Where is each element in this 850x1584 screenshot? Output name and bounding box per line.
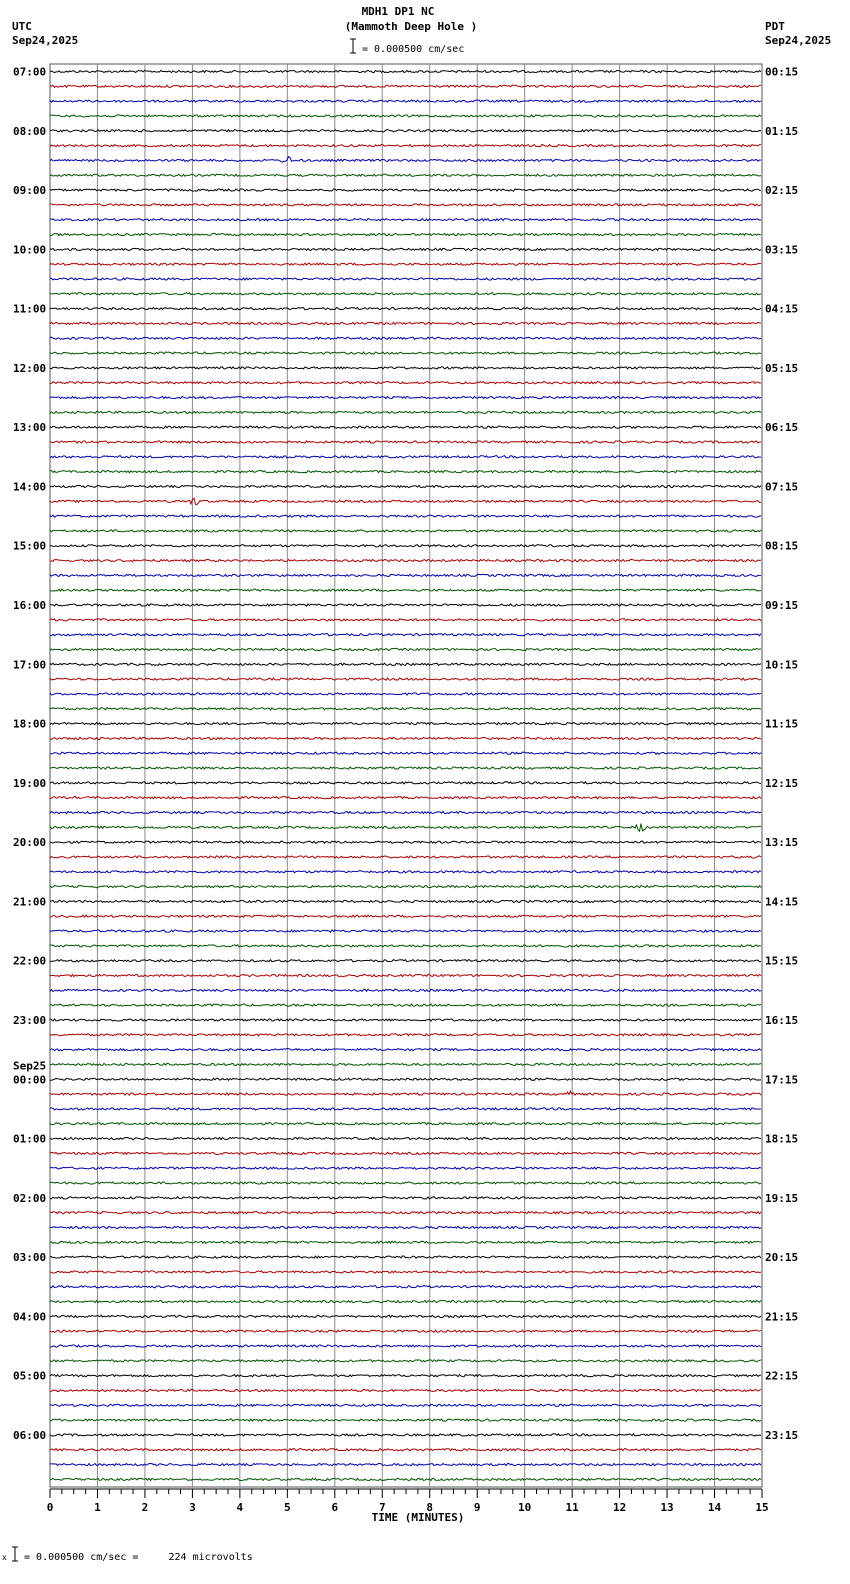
x-tick-label: 15 bbox=[755, 1501, 769, 1514]
utc-hour-label: 03:00 bbox=[13, 1251, 47, 1265]
trace-line bbox=[50, 960, 761, 962]
local-hour-label: 11:15 bbox=[765, 717, 799, 731]
plot-frame bbox=[50, 64, 762, 1487]
utc-hour-label: 13:00 bbox=[13, 421, 47, 435]
trace-line bbox=[50, 70, 761, 72]
x-axis-label: TIME (MINUTES) bbox=[371, 1511, 465, 1524]
trace-line bbox=[50, 1091, 761, 1095]
trace-line bbox=[50, 278, 761, 280]
trace-line bbox=[50, 693, 761, 695]
trace-line bbox=[50, 441, 761, 443]
local-hour-label: 21:15 bbox=[765, 1310, 799, 1324]
trace-line bbox=[50, 456, 761, 458]
trace-line bbox=[50, 293, 761, 295]
local-hour-label: 04:15 bbox=[765, 302, 799, 316]
trace-line bbox=[50, 559, 761, 561]
local-hour-label: 10:15 bbox=[765, 658, 799, 672]
x-tick-label: 12 bbox=[612, 1501, 627, 1514]
left-timezone: UTC bbox=[12, 20, 32, 33]
local-hour-label: 09:15 bbox=[765, 599, 799, 613]
local-hour-label: 02:15 bbox=[765, 184, 799, 198]
utc-hour-label: 19:00 bbox=[13, 776, 47, 790]
trace-line bbox=[50, 145, 761, 147]
trace-line bbox=[50, 1300, 761, 1302]
trace-line bbox=[50, 1063, 761, 1065]
utc-hour-label: 01:00 bbox=[13, 1132, 47, 1146]
utc-hour-label: 11:00 bbox=[13, 302, 47, 316]
local-hour-label: 03:15 bbox=[765, 243, 799, 257]
local-hour-label: 19:15 bbox=[765, 1191, 799, 1205]
local-hour-label: 13:15 bbox=[765, 836, 799, 850]
trace-line bbox=[50, 648, 761, 650]
utc-hour-label: 17:00 bbox=[13, 658, 47, 672]
x-tick-label: 4 bbox=[236, 1501, 244, 1514]
right-date: Sep24,2025 bbox=[765, 34, 832, 47]
trace-line bbox=[50, 204, 761, 206]
trace-line bbox=[50, 1360, 761, 1362]
local-hour-label: 01:15 bbox=[765, 124, 799, 138]
minute-gridlines bbox=[50, 64, 762, 1487]
x-tick-label: 1 bbox=[94, 1501, 101, 1514]
right-timezone: PDT bbox=[765, 20, 785, 33]
x-tick-label: 13 bbox=[660, 1501, 674, 1514]
trace-line bbox=[50, 1167, 761, 1169]
local-hour-label: 05:15 bbox=[765, 361, 799, 375]
trace-line bbox=[50, 337, 761, 339]
utc-hour-label: 07:00 bbox=[13, 65, 47, 79]
utc-hour-label: 15:00 bbox=[13, 539, 47, 553]
trace-line bbox=[50, 130, 761, 132]
x-tick-label: 8 bbox=[426, 1501, 434, 1514]
trace-line bbox=[50, 1182, 761, 1184]
trace-line bbox=[50, 1123, 761, 1125]
trace-line bbox=[50, 989, 761, 991]
footer-scale-bar-icon bbox=[12, 1547, 18, 1561]
trace-group bbox=[50, 70, 761, 1480]
utc-hour-label: 18:00 bbox=[13, 717, 47, 731]
trace-line bbox=[50, 219, 761, 221]
local-hour-label: 22:15 bbox=[765, 1369, 799, 1383]
trace-line bbox=[50, 886, 761, 888]
trace-line bbox=[50, 574, 761, 576]
trace-line bbox=[50, 426, 761, 428]
x-tick-label: 6 bbox=[331, 1501, 339, 1514]
trace-line bbox=[50, 545, 761, 547]
trace-line bbox=[50, 841, 761, 843]
trace-line bbox=[50, 1152, 761, 1154]
footer-scale-text: = 0.000500 cm/sec = 224 microvolts bbox=[24, 1552, 253, 1563]
local-hour-label: 08:15 bbox=[765, 539, 799, 553]
trace-line bbox=[50, 1049, 761, 1051]
trace-line bbox=[50, 824, 761, 832]
scale-bar-icon bbox=[350, 39, 356, 53]
trace-line bbox=[50, 737, 761, 739]
trace-line bbox=[50, 930, 761, 932]
trace-line bbox=[50, 797, 761, 799]
trace-line bbox=[50, 1212, 761, 1214]
station-title: MDH1 DP1 NC bbox=[361, 5, 435, 18]
trace-line bbox=[50, 752, 761, 754]
trace-line bbox=[50, 308, 761, 310]
x-tick-label: 11 bbox=[565, 1501, 579, 1514]
utc-hour-label: 04:00 bbox=[13, 1310, 47, 1324]
utc-hour-label: 14:00 bbox=[13, 480, 47, 494]
utc-hour-label: 21:00 bbox=[13, 895, 47, 909]
trace-line bbox=[50, 1078, 761, 1080]
trace-line bbox=[50, 352, 761, 354]
trace-line bbox=[50, 915, 761, 917]
trace-line bbox=[50, 678, 761, 680]
trace-line bbox=[50, 900, 761, 902]
trace-line bbox=[50, 811, 761, 813]
trace-line bbox=[50, 708, 761, 710]
trace-line bbox=[50, 382, 761, 384]
trace-line bbox=[50, 1108, 761, 1110]
trace-line bbox=[50, 189, 761, 191]
trace-line bbox=[50, 367, 761, 369]
trace-line bbox=[50, 498, 761, 504]
local-hour-label: 18:15 bbox=[765, 1132, 799, 1146]
scale-label: = 0.000500 cm/sec bbox=[362, 44, 465, 55]
trace-line bbox=[50, 945, 761, 947]
trace-line bbox=[50, 115, 761, 117]
x-tick-label: 3 bbox=[189, 1501, 196, 1514]
trace-line bbox=[50, 604, 761, 606]
trace-line bbox=[50, 174, 761, 176]
trace-line bbox=[50, 1389, 761, 1391]
trace-line bbox=[50, 85, 761, 87]
trace-line bbox=[50, 871, 761, 873]
utc-hour-label: 16:00 bbox=[13, 599, 47, 613]
utc-hour-label: 09:00 bbox=[13, 184, 47, 198]
trace-line bbox=[50, 157, 761, 163]
trace-line bbox=[50, 1256, 761, 1258]
local-hour-label: 14:15 bbox=[765, 895, 799, 909]
trace-line bbox=[50, 530, 761, 532]
utc-hour-label: 10:00 bbox=[13, 243, 47, 257]
x-tick-label: 14 bbox=[707, 1501, 722, 1514]
trace-line bbox=[50, 411, 761, 413]
trace-line bbox=[50, 722, 761, 724]
footer-marker: x bbox=[2, 1553, 7, 1562]
trace-line bbox=[50, 396, 761, 398]
trace-line bbox=[50, 1271, 761, 1273]
trace-line bbox=[50, 1137, 761, 1139]
trace-line bbox=[50, 856, 761, 858]
trace-line bbox=[50, 663, 761, 665]
site-subtitle: (Mammoth Deep Hole ) bbox=[344, 20, 478, 33]
trace-line bbox=[50, 1034, 761, 1036]
trace-line bbox=[50, 471, 761, 473]
x-tick-label: 10 bbox=[518, 1501, 532, 1514]
x-tick-label: 9 bbox=[473, 1501, 481, 1514]
trace-line bbox=[50, 589, 761, 591]
x-tick-label: 2 bbox=[141, 1501, 149, 1514]
trace-line bbox=[50, 634, 761, 636]
trace-line bbox=[50, 233, 761, 235]
local-hour-label: 07:15 bbox=[765, 480, 799, 494]
local-hour-label: 16:15 bbox=[765, 1013, 799, 1027]
trace-line bbox=[50, 1434, 761, 1436]
trace-line bbox=[50, 1449, 761, 1451]
local-hour-label: 17:15 bbox=[765, 1073, 799, 1087]
trace-line bbox=[50, 1419, 761, 1421]
trace-line bbox=[50, 1241, 761, 1243]
trace-line bbox=[50, 1226, 761, 1228]
local-hour-label: 15:15 bbox=[765, 954, 799, 968]
utc-hour-label: 00:00 bbox=[13, 1073, 47, 1087]
trace-line bbox=[50, 1478, 761, 1480]
trace-line bbox=[50, 767, 761, 769]
trace-line bbox=[50, 248, 761, 250]
trace-line bbox=[50, 1286, 761, 1288]
x-tick-label: 7 bbox=[378, 1501, 386, 1514]
trace-line bbox=[50, 619, 761, 621]
utc-hour-label: 22:00 bbox=[13, 954, 47, 968]
utc-hour-label: 05:00 bbox=[13, 1369, 47, 1383]
local-hour-label: 12:15 bbox=[765, 776, 799, 790]
trace-line bbox=[50, 1375, 761, 1377]
trace-line bbox=[50, 782, 761, 784]
trace-line bbox=[50, 1019, 761, 1021]
trace-line bbox=[50, 1463, 761, 1465]
trace-line bbox=[50, 1330, 761, 1332]
utc-hour-label: 12:00 bbox=[13, 361, 47, 375]
trace-line bbox=[50, 1197, 761, 1199]
utc-hour-label: 02:00 bbox=[13, 1191, 47, 1205]
x-tick-label: 0 bbox=[46, 1501, 54, 1514]
trace-line bbox=[50, 1404, 761, 1406]
utc-hour-label: 06:00 bbox=[13, 1428, 47, 1442]
date-change-label: Sep25 bbox=[13, 1059, 47, 1073]
trace-line bbox=[50, 100, 761, 102]
local-hour-label: 23:15 bbox=[765, 1428, 799, 1442]
trace-line bbox=[50, 1004, 761, 1006]
x-tick-label: 5 bbox=[284, 1501, 291, 1514]
local-hour-label: 00:15 bbox=[765, 65, 799, 79]
utc-hour-label: 23:00 bbox=[13, 1013, 47, 1027]
trace-line bbox=[50, 485, 761, 487]
utc-hour-label: 08:00 bbox=[13, 124, 47, 138]
trace-line bbox=[50, 322, 761, 324]
local-hour-label: 20:15 bbox=[765, 1251, 799, 1265]
utc-hour-label: 20:00 bbox=[13, 836, 47, 850]
trace-line bbox=[50, 515, 761, 517]
trace-line bbox=[50, 1315, 761, 1317]
trace-line bbox=[50, 974, 761, 976]
trace-line bbox=[50, 1345, 761, 1347]
left-date: Sep24,2025 bbox=[12, 34, 79, 47]
local-hour-label: 06:15 bbox=[765, 421, 799, 435]
trace-line bbox=[50, 263, 761, 265]
